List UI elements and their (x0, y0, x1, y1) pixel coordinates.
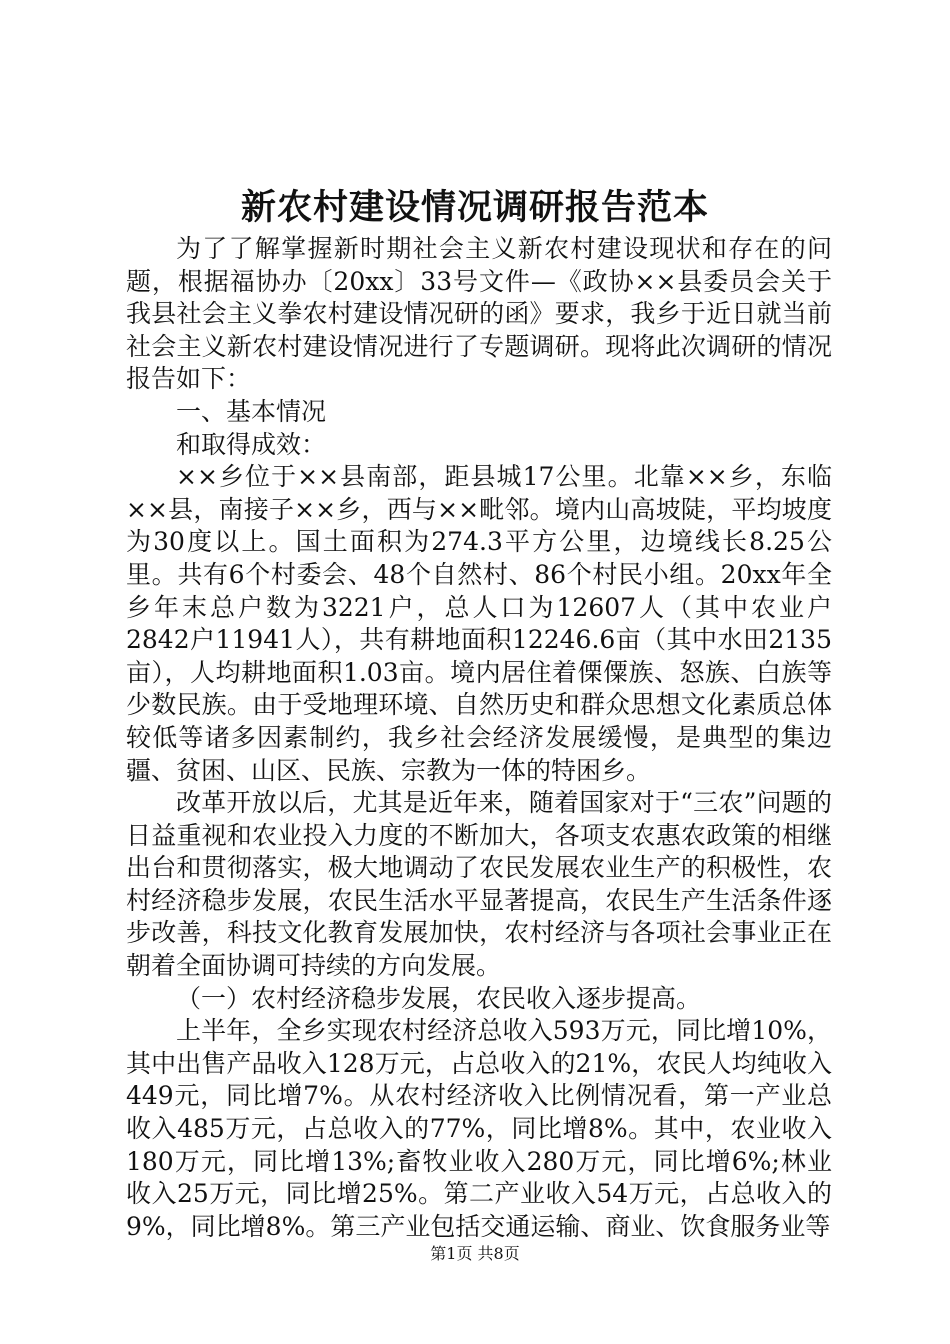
paragraph-intro: 为了了解掌握新时期社会主义新农村建设现状和存在的问题，根据福协办〔20xx〕33号文件—《政协××县委员会关于我县社会主义拳农村建设情况研的函》要求，我乡于近日就当前社会主义新农村建设情况进行了专题调研。现将此次调研的情况报告如下： (126, 234, 832, 394)
paragraph-reform: 改革开放以后，尤其是近年来，随着国家对于“三农”问题的日益重视和农业投入力度的不断加大，各项支农惠农政策的相继出台和贯彻落实，极大地调动了农民发展农业生产的积极性，农村经济稳步发展，农民生活水平显著提高，农民生产生活条件逐步改善，科技文化教育发展加快，农村经济与各项社会事业正在朝着全面协调可持续的方向发展。 (126, 788, 832, 981)
subsection-heading-economy: （一）农村经济稳步发展，农民收入逐步提高。 (176, 983, 702, 1013)
section-heading-basic: 一、基本情况 (176, 396, 327, 426)
section-heading-results: 和取得成效： (176, 429, 327, 459)
paragraph-income: 上半年，全乡实现农村经济总收入593万元，同比增10%，其中出售产品收入128万元，占总收入的21%，农民人均纯收入449元，同比增7%。从农村经济收入比例情况看，第一产业总收入485万元，占总收入的77%，同比增8%。其中，农业收入180万元，同比增13%;畜牧业收入280万元，同比增6%;林业收入25万元，同比增25%。第二产业收入54万元，占总收入的9%，同比增8%。第三产业包括交通运输、商业、饮食服务业等 (126, 1016, 832, 1241)
page-footer: 第1页 共8页 (430, 1244, 520, 1263)
document-title: 新农村建设情况调研报告范本 (240, 187, 709, 228)
paragraph-overview: ××乡位于××县南部，距县城17公里。北靠××乡，东临××县，南接子××乡，西与××毗邻。境内山高坡陡，平均坡度为30度以上。国土面积为274.3平方公里，边境线长8.25公里。共有6个村委会、48个自然村、86个村民小组。20xx年全乡年末总户数为3221户，总人口为12607人（其中农业户2842户11941人），共有耕地面积12246.6亩（其中水田2135亩），人均耕地面积1.03亩。境内居住着傈僳族、怒族、白族等少数民族。由于受地理环境、自然历史和群众思想文化素质总体较低等诸多因素制约，我乡社会经济发展缓慢，是典型的集边疆、贫困、山区、民族、宗教为一体的特困乡。 (126, 462, 832, 785)
document-body (126, 233, 832, 1243)
